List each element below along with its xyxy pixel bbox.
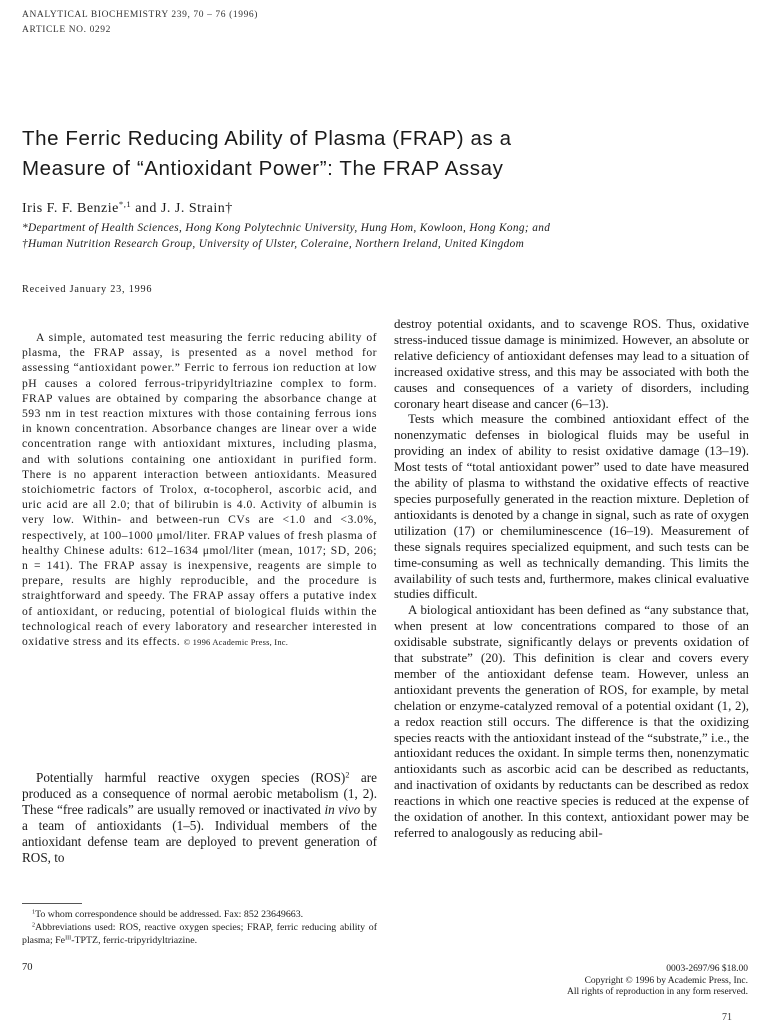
author-strain-mark: † bbox=[225, 201, 233, 216]
journal-citation: ANALYTICAL BIOCHEMISTRY 239, 70 – 76 (1996) bbox=[22, 10, 259, 20]
publisher-copyright: Copyright © 1996 by Academic Press, Inc. bbox=[584, 975, 748, 986]
intro-text-1: Potentially harmful reactive oxygen species (ROS) bbox=[36, 770, 346, 785]
rights-statement: All rights of reproduction in any form reserved. bbox=[567, 987, 748, 997]
author-line bbox=[22, 200, 233, 218]
affiliation-1: *Department of Health Sciences, Hong Kong Polytechnic University, Hung Hom, Kowloon, Hong Kong; and bbox=[22, 222, 551, 234]
abstract-copyright: © 1996 Academic Press, Inc. bbox=[183, 637, 289, 648]
introduction-paragraph bbox=[22, 770, 377, 866]
intro-text-2: are produced as a consequence of normal aerobic metabolism (1, 2). These “free radicals” are usually removed or inactivated bbox=[22, 770, 377, 817]
article-number: ARTICLE NO. 0292 bbox=[22, 25, 111, 35]
footnote-2-text: Abbreviations used: ROS, reactive oxygen species; FRAP, ferric reducing ability of plasma; Fe bbox=[22, 922, 377, 947]
article-title bbox=[22, 124, 722, 184]
footnote-2-mark: 2 bbox=[32, 922, 36, 929]
footnote-1-mark: 1 bbox=[32, 909, 36, 916]
intro-text-3: by a team of antioxidants (1–5). Individual members of the antioxidant defense team are deployed to prevent generation of ROS, to bbox=[22, 802, 377, 865]
next-page-number: 71 bbox=[722, 1012, 732, 1023]
footnote-2-sup: III bbox=[65, 936, 72, 943]
issn-price: 0003-2697/96 $18.00 bbox=[666, 964, 748, 974]
author-conjunction: and bbox=[131, 201, 161, 216]
page-number: 70 bbox=[22, 962, 33, 973]
received-date: Received January 23, 1996 bbox=[22, 284, 153, 295]
affiliations bbox=[22, 220, 742, 252]
affiliation-2: †Human Nutrition Research Group, University of Ulster, Coleraine, Northern Ireland, United Kingdom bbox=[22, 238, 525, 250]
abstract bbox=[22, 330, 377, 650]
author-benzie-mark: *,1 bbox=[118, 199, 132, 210]
footnotes bbox=[22, 908, 377, 948]
right-paragraph-1: destroy potential oxidants, and to scavenge ROS. Thus, oxidative stress-induced tissue damage is minimized. However, an absolute or relative deficiency of antioxidant defenses may lead to a situation of increased oxidative stress, and this may be associated with both the causes and consequences of a variety of disorders, including coronary heart disease and cancer (6–13). bbox=[394, 317, 749, 411]
right-column bbox=[394, 317, 749, 842]
right-paragraph-2: Tests which measure the combined antioxidant effect of the nonenzymatic defenses in biological fluids may be useful in providing an index of ability to resist oxidative damage (13–19). Most tests of “total antioxidant power” used to date have measured the ability of plasma to withstand the oxidative effects of reactive species purposefully generated in the reaction mixture. Depletion of antioxidants is denoted by a change in signal, such as rate of oxygen utilization (17) or chemiluminescence (16–19). Measurement of these signals requires specialized equipment, and such tests can be time-consuming as well as technically demanding. This limits the availability of such tests and, furthermore, makes clinical evaluative studies difficult. bbox=[394, 412, 749, 602]
footnote-1-text: To whom correspondence should be addressed. Fax: 852 23649663. bbox=[35, 909, 304, 920]
publication-info bbox=[448, 964, 748, 999]
footnote-rule bbox=[22, 903, 82, 904]
author-benzie: Iris F. F. Benzie bbox=[22, 201, 119, 216]
footnote-1 bbox=[22, 908, 377, 921]
right-paragraph-3: A biological antioxidant has been defined as “any substance that, when present at low concentrations compared to those of an oxidisable substrate, significantly delays or prevents oxidation of that substrate” (20). This definition is clear and covers every member of the antioxidant defense team. However, unless an antioxidant prevents the generation of ROS, for example, by metal chelation or enzyme-catalyzed removal of a potential oxidant (1, 2), a redox reaction still occurs. The difference is that the oxidizing species reacts with the antioxidant instead of the “substrate,” i.e., the antioxidant reduces the oxidant. In simple terms then, nonenzymatic antioxidants such as ascorbic acid can be described as reductants, and inactivation of oxidants by reductants can be described as redox reactions in which one reactive species is reduced at the expense of the oxidation of another. In this context, antioxidant power may be referred to analogously as reducing abil- bbox=[394, 603, 749, 840]
intro-italic: in vivo bbox=[324, 802, 361, 817]
author-strain: J. J. Strain bbox=[160, 201, 226, 216]
abstract-text: A simple, automated test measuring the ferric reducing ability of plasma, the FRAP assay, is presented as a novel method for assessing “antioxidant power.” Ferric to ferrous ion reduction at low pH causes a colored ferrous-tripyridyltriazine complex to form. FRAP values are obtained by comparing the absorbance change at 593 nm in test reaction mixtures with those containing ferrous ions in known concentration. Absorbance changes are linear over a wide concentration range with antioxidant mixtures, including plasma, and with solutions containing one antioxidant in purified form. There is no apparent interaction between antioxidants. Measured stoichiometric factors of Trolox, α-tocopherol, ascorbic acid, and uric acid are all 2.0; that of bilirubin is 4.0. Activity of albumin is very low. Within- and between-run CVs are <1.0 and <3.0%, respectively, at 100–1000 μmol/liter. FRAP values of fresh plasma of healthy Chinese adults: 612–1634 μmol/liter (mean, 1017; SD, 206; n = 141). The FRAP assay is inexpensive, reagents are simple to prepare, results are highly reproducible, and the procedure is straightforward and speedy. The FRAP assay offers a putative index of antioxidant, or reducing, potential of biological fluids within the technological reach of every laboratory and researcher interested in oxidative stress and its effects. bbox=[22, 331, 377, 649]
running-head bbox=[22, 8, 258, 38]
intro-footnote-ref: 2 bbox=[345, 770, 350, 780]
footnote-2-end: -TPTZ, ferric-tripyridyltriazine. bbox=[71, 935, 198, 947]
title-line-2: Measure of “Antioxidant Power”: The FRAP Assay bbox=[22, 157, 504, 180]
footnote-2 bbox=[22, 921, 377, 947]
title-line-1: The Ferric Reducing Ability of Plasma (FRAP) as a bbox=[22, 127, 512, 150]
